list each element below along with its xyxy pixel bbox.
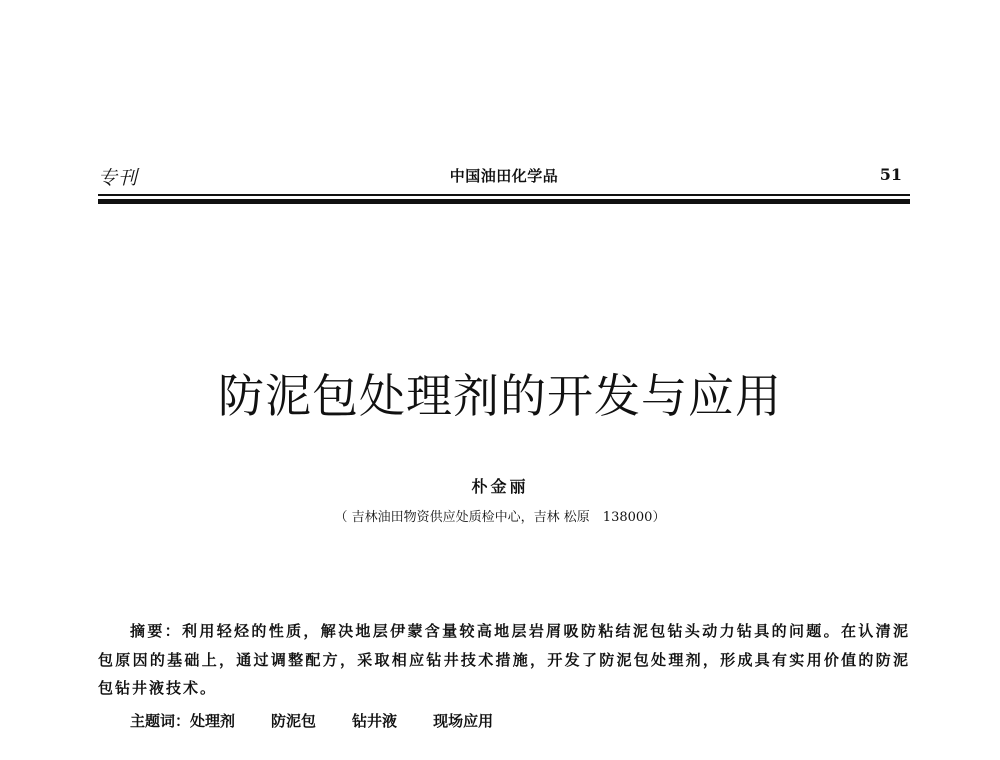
keyword: 处理剂 bbox=[190, 712, 236, 730]
running-header bbox=[98, 163, 910, 189]
article-title: 防泥包处理剂的开发与应用 bbox=[218, 369, 782, 423]
abstract-text: 摘要：利用轻烃的性质，解决地层伊蒙含量较高地层岩屑吸防粘结泥包钻头动力钻具的问题。在认清泥包原因的基础上，通过调整配方，采取相应钻井技术措施，开发了防泥包处理剂，形成具有实用价值的防泥包钻井液技术。 bbox=[98, 622, 910, 697]
keyword: 钻井液 bbox=[352, 712, 398, 730]
page-number: 51 bbox=[879, 165, 902, 184]
author-affiliation: （ 吉林油田物资供应处质检中心，吉林 松原 138000） bbox=[334, 510, 666, 525]
journal-section-label: 专刊 bbox=[98, 167, 139, 189]
keywords-label: 主题词： bbox=[130, 712, 191, 730]
keyword: 防泥包 bbox=[271, 712, 317, 730]
journal-name: 中国油田化学品 bbox=[449, 167, 559, 185]
keyword: 现场应用 bbox=[433, 712, 494, 730]
keywords-line bbox=[130, 710, 529, 731]
header-rule-thin bbox=[98, 194, 910, 196]
author-name: 朴金丽 bbox=[471, 477, 529, 496]
header-rule-thick bbox=[98, 199, 910, 204]
